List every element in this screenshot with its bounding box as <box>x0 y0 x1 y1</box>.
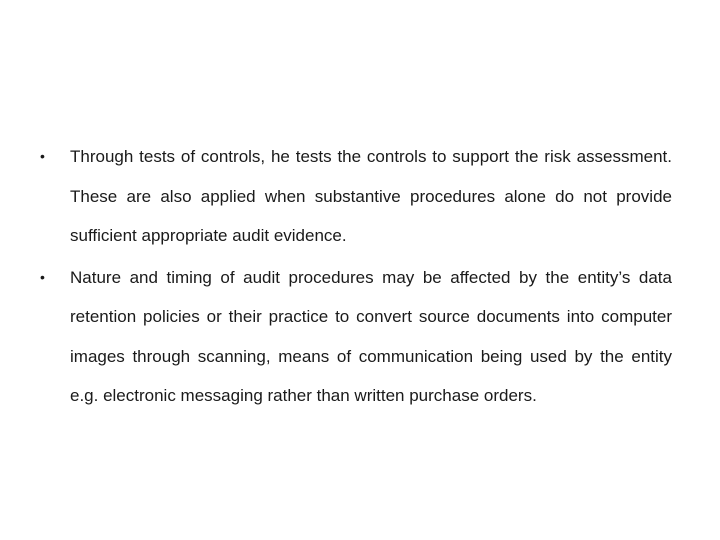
bullet-text: Nature and timing of audit procedures may be affected by the entity’s data retention policies or their practice to convert source documents into computer images through scanning, means of communication being used by the entity e.g. electronic messaging rather than written purchase orders. <box>70 267 672 405</box>
bullet-icon: • <box>40 148 45 164</box>
bullet-item-nature-and-timing <box>40 258 672 416</box>
bullet-icon: • <box>40 268 45 285</box>
bullet-item-tests-of-controls <box>40 137 672 256</box>
bullet-list <box>40 137 672 416</box>
bullet-text: Through tests of controls, he tests the controls to support the risk assessment. These are also applied when substantive procedures alone do not provide sufficient appropriate audit evidence. <box>70 147 672 245</box>
